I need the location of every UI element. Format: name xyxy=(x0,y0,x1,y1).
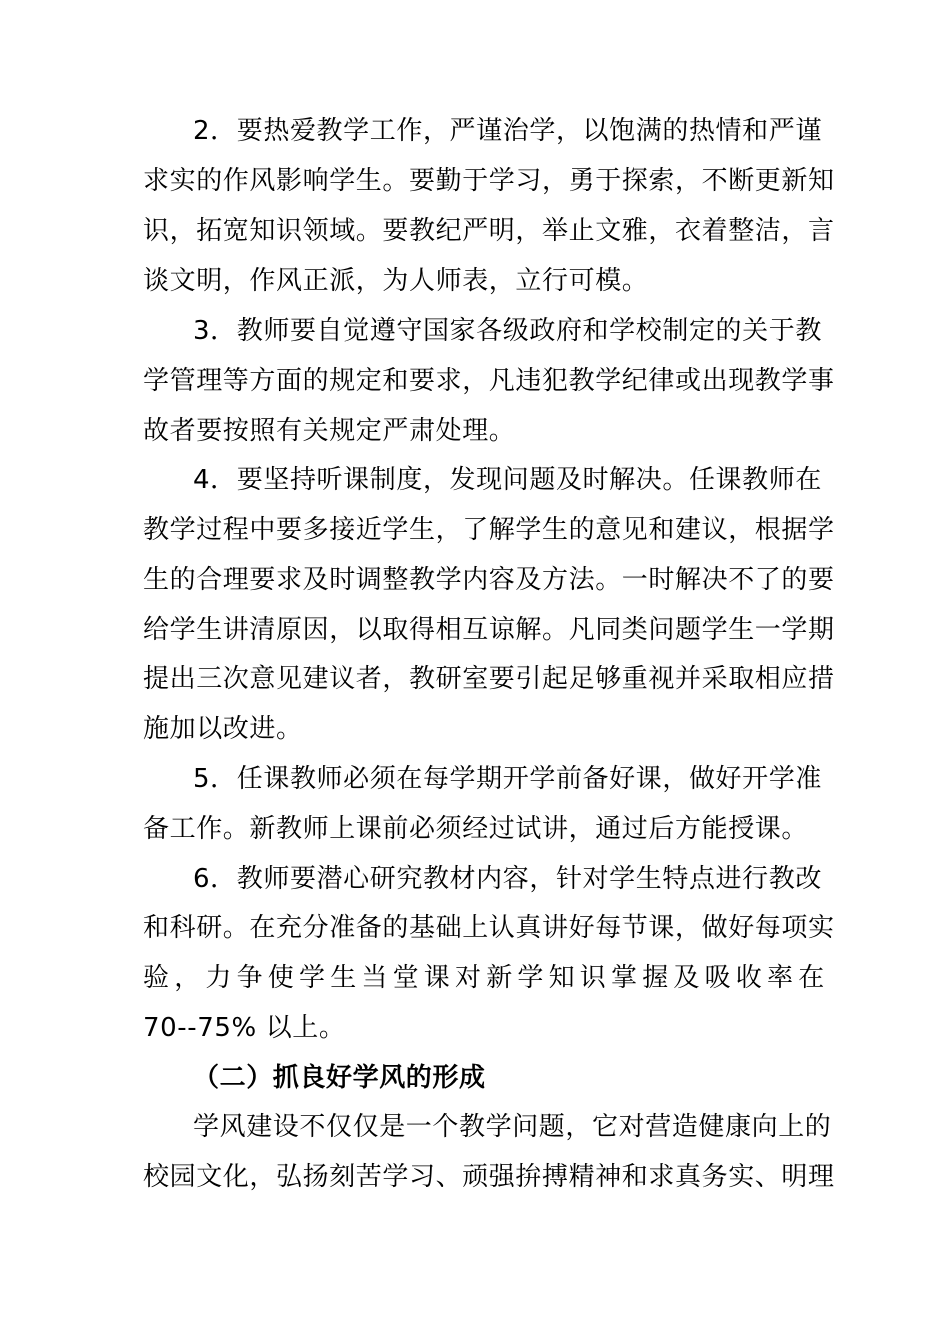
paragraph-5-line-2: 备工作。新教师上课前必须经过试讲，通过后方能授课。 xyxy=(143,814,809,844)
paragraph-4-line-2: 教学过程中要多接近学生，了解学生的意见和建议，根据学 xyxy=(143,515,835,545)
paragraph-6-line-3: 验，力争使学生当堂课对新学知识掌握及吸收率在 xyxy=(143,963,830,993)
paragraph-4-line-5: 提出三次意见建议者，教研室要引起足够重视并采取相应措 xyxy=(143,664,835,694)
paragraph-2-line-4: 谈文明，作风正派，为人师表，立行可模。 xyxy=(143,266,649,296)
paragraph-7-line-1: 学风建设不仅仅是一个教学问题，它对营造健康向上的 xyxy=(193,1112,832,1142)
paragraph-4-line-1: 4．要坚持听课制度，发现问题及时解决。任课教师在 xyxy=(193,465,822,495)
paragraph-3-line-1: 3．教师要自觉遵守国家各级政府和学校制定的关于教 xyxy=(193,316,822,346)
paragraph-7-line-2: 校园文化，弘扬刻苦学习、顽强拚搏精神和求真务实、明理 xyxy=(143,1162,835,1192)
paragraph-6-line-1: 6．教师要潜心研究教材内容，针对学生特点进行教改 xyxy=(193,864,822,894)
paragraph-6-line-4: 70--75% 以上。 xyxy=(143,1013,346,1043)
paragraph-4-line-3: 生的合理要求及时调整教学内容及方法。一时解决不了的要 xyxy=(143,565,835,595)
paragraph-4-line-4: 给学生讲清原因，以取得相互谅解。凡同类问题学生一学期 xyxy=(143,615,835,645)
paragraph-3-line-2: 学管理等方面的规定和要求，凡违犯教学纪律或出现教学事 xyxy=(143,366,835,396)
paragraph-6-line-2: 和科研。在充分准备的基础上认真讲好每节课，做好每项实 xyxy=(143,913,835,943)
section-heading: （二）抓良好学风的形成 xyxy=(193,1063,486,1093)
paragraph-2-line-2: 求实的作风影响学生。要勤于学习，勇于探索，不断更新知 xyxy=(143,166,835,196)
paragraph-2-line-1: 2．要热爱教学工作，严谨治学，以饱满的热情和严谨 xyxy=(193,116,822,146)
paragraph-5-line-1: 5．任课教师必须在每学期开学前备好课，做好开学准 xyxy=(193,764,822,794)
paragraph-3-line-3: 故者要按照有关规定严肃处理。 xyxy=(143,416,516,446)
paragraph-4-line-6: 施加以改进。 xyxy=(143,714,303,744)
paragraph-2-line-3: 识，拓宽知识领域。要教纪严明，举止文雅，衣着整洁，言 xyxy=(143,216,835,246)
